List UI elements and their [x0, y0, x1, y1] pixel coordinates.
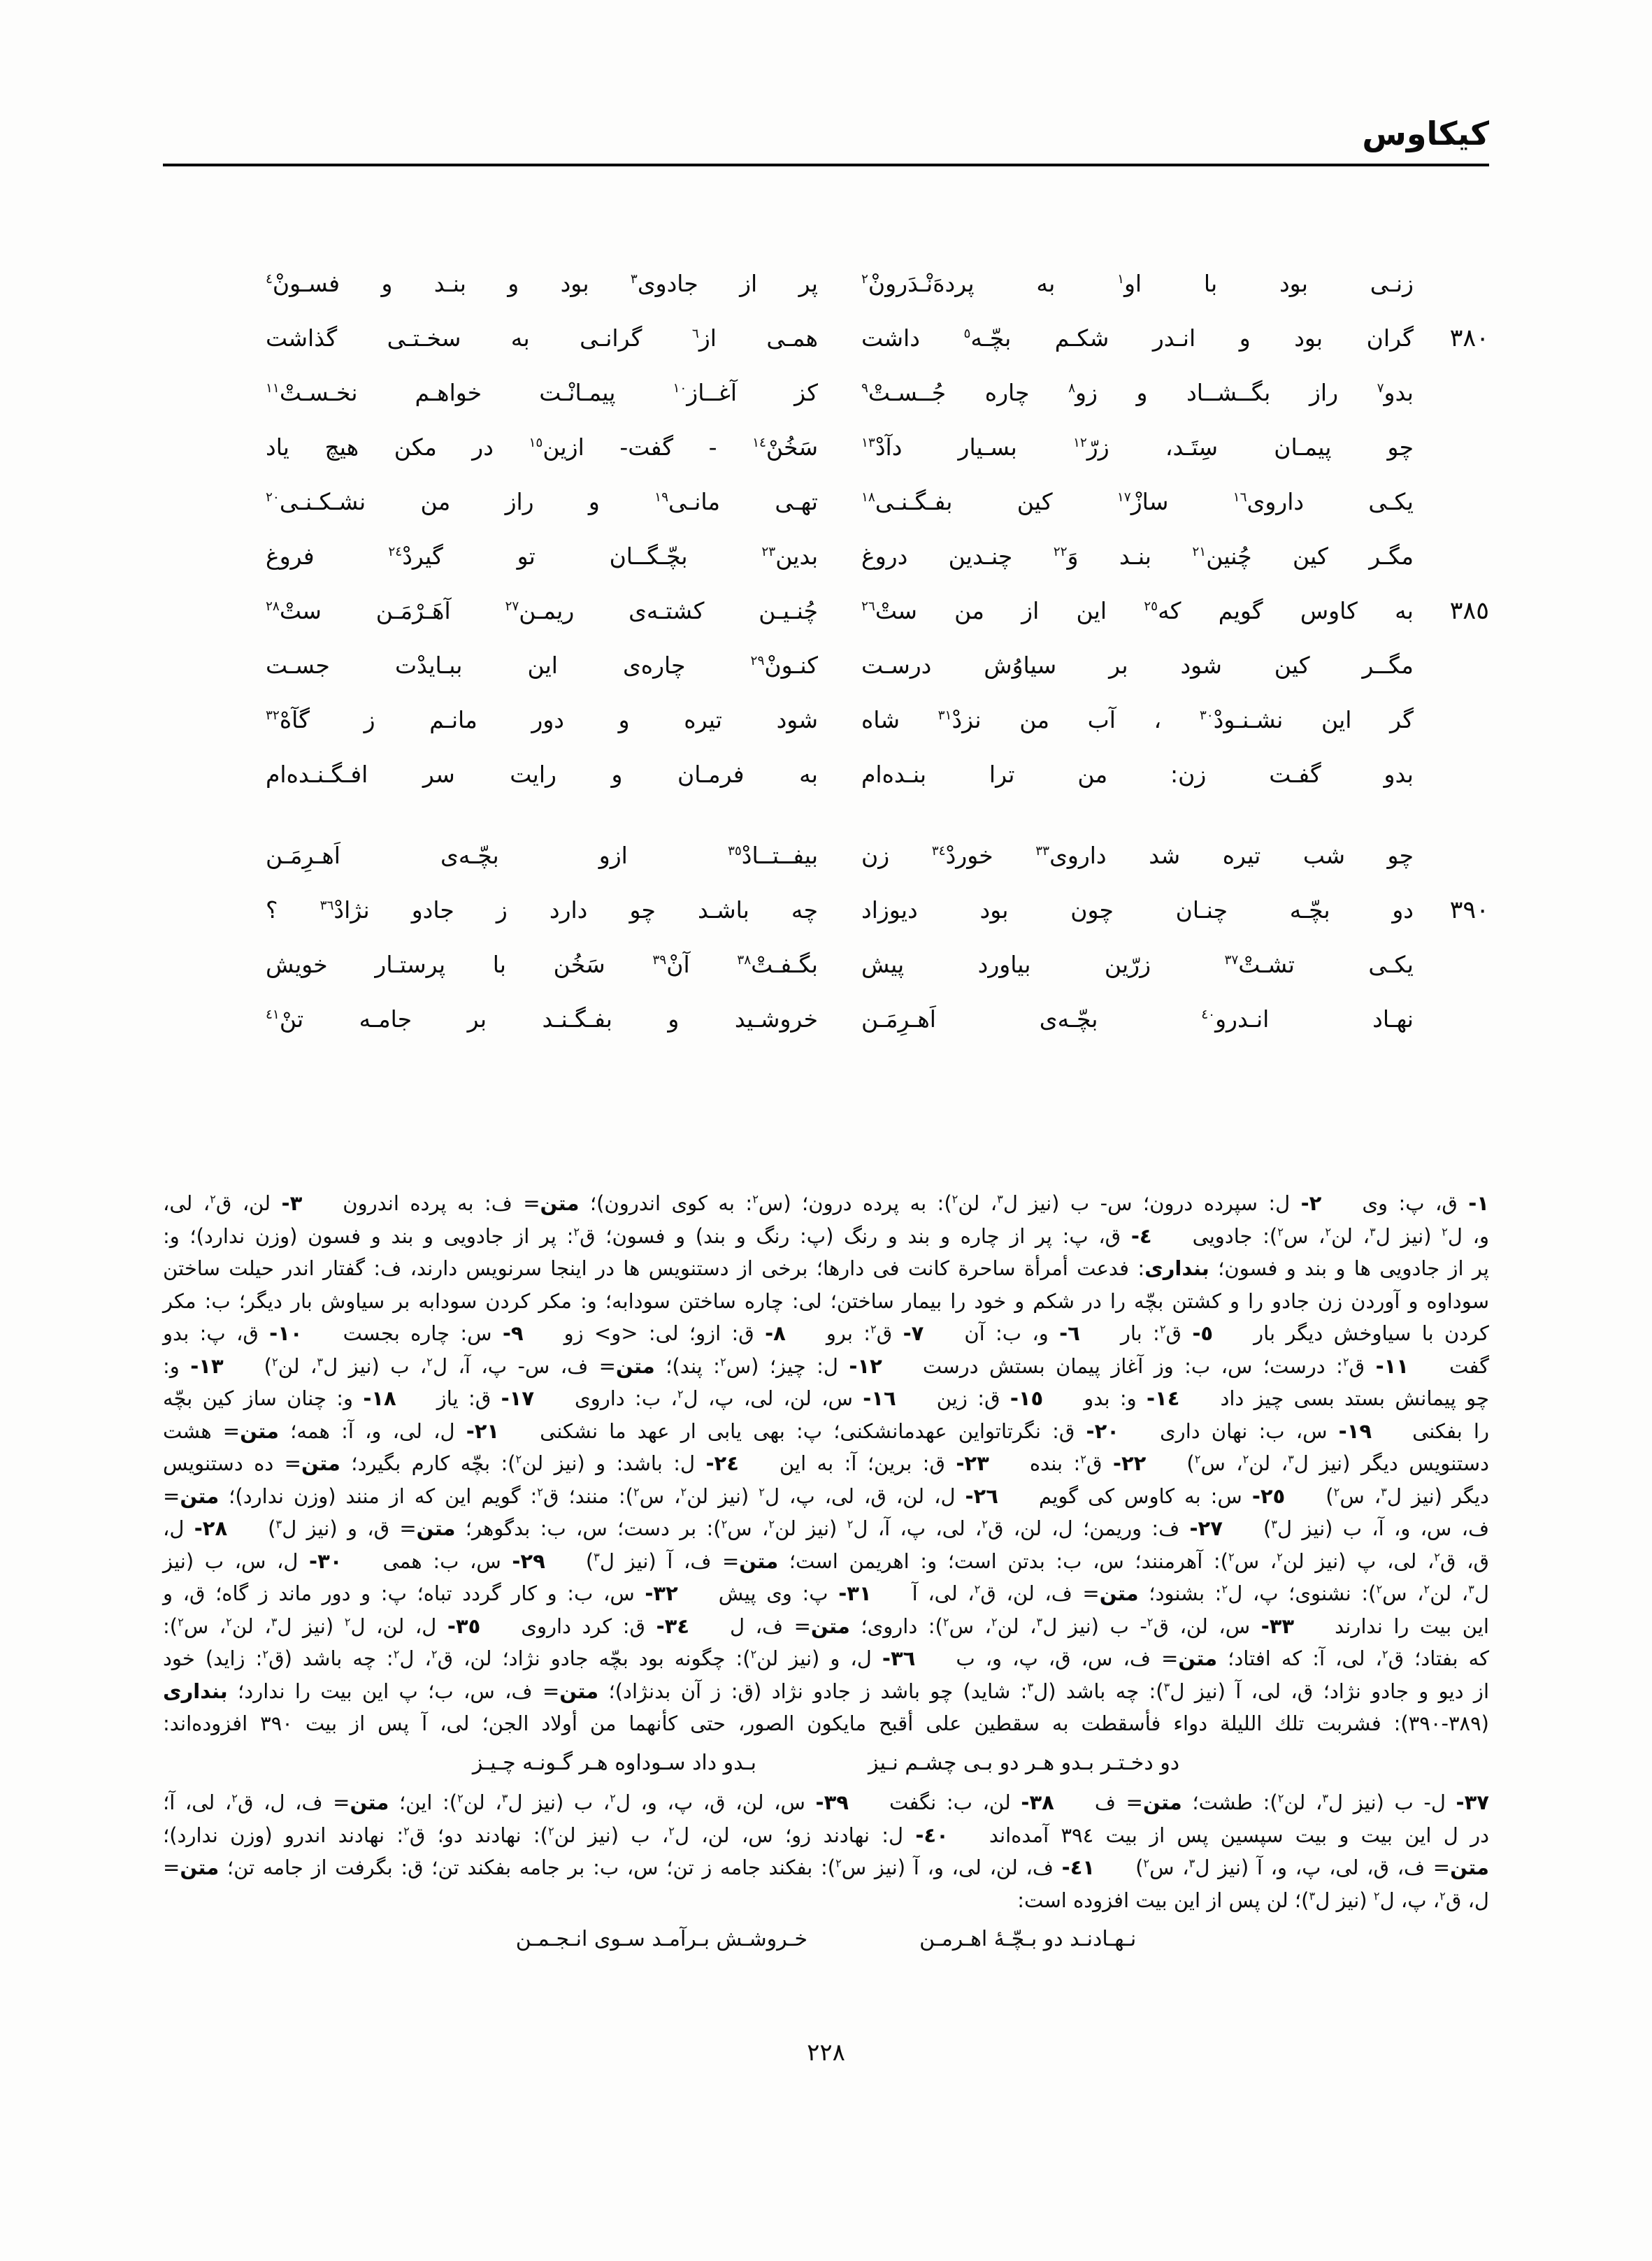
inserted-verse-couplet [163, 1747, 1489, 1780]
verse-row [163, 543, 1489, 597]
footnote-line: ١- ق، پ: وی ٢- ل: سپرده درون؛ س- ب (نیز ل$^٣$، لن$^٢$): به پرده درون؛ (س$^٢$: به کوی اندرون)؛ متن= ف: به پرده اندرون ٣- لن، ق$^٢$، لی، [163, 1191, 1489, 1215]
verse-row [163, 842, 1489, 896]
footnote-line: دیگر (نیز ل$^٣$، س$^٢$) ٢٥- س: به کاوس کی گویم ٢٦- ل، لن، ق، لی، پ، ل$^٢$ (نیز لن$^٢$، س$^٢$): منند؛ ق$^٢$: گویم این که از منند (وزن ندارد)؛ متن= [163, 1484, 1489, 1508]
footnote-line: در ل این بیت و بیت سپسین پس از بیت ٣٩٤ آمده‌اند ٤٠- ل: نهادند زو؛ س، لن، ل$^٢$، ب (نیز لن$^٢$): نهادند دو؛ ق$^٢$: نهادند اندرو (وزن ندارد)؛ [163, 1823, 1489, 1847]
verse-row [163, 652, 1489, 706]
verse-number: ٣٩٠ [1449, 896, 1489, 924]
inserted-hemistich-right: نـهـادنـد دو بـچّـهٔ اهـرمـن [919, 1927, 1137, 1951]
footnote-line: گفت ١١- ق$^٢$: درست؛ س، ب: وز آغاز پیمان بستش درست ١٢- ل: چیز؛ (س$^٢$: پند)؛ متن= ف، س- پ، آ، ل$^٢$، ب (نیز ل$^٣$، لن$^٢$) ١٣- و: [163, 1354, 1489, 1378]
hemistich-left: تهـی مانـی$^{١٩}$ و راز من نشـکـنـی$^{٢٠}$ [266, 488, 818, 515]
hemistich-right: مگـر کین چُنین$^{٢١}$ بنـد وَ$^{٢٢}$ چنـدین دروغ [861, 543, 1414, 570]
hemistich-left: شود تیره و دور مانـم ز گآهْ$^{٣٢}$ [266, 706, 818, 733]
hemistich-right: گر این نشـنـودْ$^{٣٠}$ ، آب من نزدْ$^{٣١}$ شاه [861, 706, 1414, 733]
verse-row [163, 1005, 1489, 1060]
verse-row [163, 761, 1489, 815]
hemistich-right: یکـی داروی$^{١٦}$ سازْ$^{١٧}$ کین بفـگـنـی$^{١٨}$ [861, 488, 1414, 515]
hemistich-left: به فرمـان و رایت سر افـگـنـده‌ام [266, 761, 818, 788]
footnote-line: پر از جادویی ها و بند و فسون؛ بنداری: فدعت أمرأة ساحرة کانت فی دارها؛ برخی از دستنویس ها در اینجا سرنویس دارند، ف: گفتار اندر حیلت ساختن [163, 1256, 1489, 1280]
footnote-line: متن= ف، ق، لی، پ، و، آ (نیز ل$^٣$، س$^٢$) ٤١- ف، لن، لی، و، آ (نیز س$^٢$): بفکند جامه ز تن؛ س، ب: بر جامه بفکند تن؛ ق: بگرفت از جامه تن؛ متن= [163, 1856, 1489, 1879]
hemistich-right: نهـاد انـدرو$^{٤٠}$ بچّـه‌ی اَهـرِمَـن [861, 1005, 1414, 1033]
footnote-line: این بیت را ندارند ٣٣- س، لن، ق$^٢$- ب (نیز ل$^٣$، لن$^٢$، س$^٢$): داروی؛ متن= ف، ل ٣٤- ق: کرد داروی ٣٥- ل، لن، ل$^٢$ (نیز ل$^٣$، لن$^٢$، س$^٢$): [163, 1614, 1489, 1638]
hemistich-left: کز آغــاز$^{١٠}$ پیمـانْـت خواهـم نخـسـتْ$^{١١}$ [266, 379, 818, 406]
verse-number: ٣٨٥ [1449, 597, 1489, 625]
verse-block [163, 270, 1489, 1060]
hemistich-left: بدین$^{٢٣}$ بچّـگــان تو گیردْ$^{٢٤}$ فروغ [266, 543, 818, 570]
hemistich-left: همـی از$^٦$ گرانـی به سخـتـی گذاشت [266, 324, 818, 352]
verse-row [163, 706, 1489, 761]
hemistich-right: دو بچّـه چنـان چون بود دیوزاد [861, 896, 1414, 924]
footnote-line: ٣٧- ل- ب (نیز ل$^٣$، لن$^٢$): طشت؛ متن= ف ٣٨- لن، ب: نگفت ٣٩- س، لن، ق، پ، و، ل$^٢$، ب (نیز ل$^٣$، لن$^٢$): این؛ متن= ف، ل، ق$^٢$، لی، آ؛ [163, 1790, 1489, 1814]
footnote-line: از دیو و جادو نژاد؛ ق، لی، آ (نیز ل$^٣$): چه باشد (ل$^٣$: شاید) چو باشد ز جادو نژاد (ق: ز آن بدنژاد)؛ متن= ف، س، ب؛ پ این بیت را ندارد؛ بنداری [163, 1679, 1489, 1703]
header-rule [163, 164, 1489, 166]
footnote-line: کردن با سیاوخش دیگر بار ٥- ق$^٢$: بار ٦- و، ب: آن ٧- ق$^٢$: برو ٨- ق: ازو؛ لی: <و> زو ٩- س: چاره بجست ١٠- ق، پ: بدو [163, 1321, 1489, 1345]
footnote-line: چو پیمانش بستد بسی چیز داد ١٤- و: بدو ١٥- ق: زین ١٦- س، لن، لی، پ، ل$^٢$، ب: داروی ١٧- ق: یاز ١٨- و: چنان ساز کین بچّه [163, 1386, 1490, 1410]
hemistich-right: چو شب تیره شد داروی$^{٣٣}$ خوردْ$^{٣٤}$ زن [861, 842, 1414, 869]
hemistich-left: چه باشـد چو دارد ز جادو نژادْ$^{٣٦}$ ؟ [266, 896, 818, 924]
inserted-hemistich-left: خـروشـش بـرآمـد سـوی انـجـمـن [515, 1927, 808, 1951]
page-title: کیکاوس [1362, 115, 1489, 152]
hemistich-left: بگـفـتْ$^{٣٨}$ آنْ$^{٣٩}$ سَخُن با پرستـار خویش [266, 951, 818, 978]
hemistich-left: بیفــتــادْ$^{٣٥}$ ازو بچّـه‌ی اَهـرِمَـن [266, 842, 818, 869]
hemistich-right: مگــر کین شود بر سیاوُش درسـت [861, 652, 1414, 679]
hemistich-right: به کاوس گویم که$^{٢٥}$ این از من ستْ$^{٢٦}$ [861, 597, 1414, 624]
footnote-line: سوداوه و آوردن زن جادو را و کشتن بچّه را در شکم و خود را بیمار ساختن؛ لی: چاره ساختن سودابه؛ و: مکر کردن سودابه بر سیاوش بار دیگر؛ ب: مکر [163, 1289, 1489, 1313]
verse-row [163, 433, 1489, 488]
critical-apparatus [163, 1187, 1489, 1956]
hemistich-right: یکـی تشـتْ$^{٣٧}$ زرّین بیاورد پیش [861, 951, 1414, 978]
footnote-line: را بفکنی ١٩- س، ب: نهان داری ٢٠- ق: نگرتاتواین عهدمانشکنی؛ پ: بهی یابی ار عهد ما نشکنی ٢١- ل، لی، و، آ: همه؛ متن= هشت [163, 1419, 1489, 1443]
hemistich-left: کنـونْ$^{٢٩}$ چاره‌ی این ببـایدْت جسـت [266, 652, 818, 679]
verse-row [163, 270, 1489, 324]
hemistich-right: زنـی بود با او$^١$ به پردهَ‌نْـدَرونْ$^٢$ [861, 270, 1414, 297]
hemistich-left: پر از جادوی$^٣$ بود و بنـد و فسـونْ$^٤$ [266, 270, 818, 297]
hemistich-right: بدو گفـت زن: من ترا بنـده‌ام [861, 761, 1414, 788]
page-number: ٢٢٨ [807, 2038, 845, 2067]
inserted-hemistich-left: بـدو داد سـوداوه هـر گـونـه چـیـز [472, 1750, 757, 1775]
verse-row [163, 597, 1489, 652]
verse-row [163, 488, 1489, 543]
footnote-line: (٣٨٩-٣٩٠): فشربت تلك اللیلة دواء فأسقطت به سقطین علی أقبح مایکون الصور، حتی کأنهما من أولاد الجن؛ لی، آ پس از بیت ٣٩٠ افزوده‌اند: [163, 1711, 1489, 1735]
verse-row [163, 951, 1489, 1005]
footnote-line: ق، ق$^٢$، لی، پ (نیز لن$^٢$، س$^٢$): آهرمنند؛ س، ب: بدتن است؛ و: اهریمن است؛ متن= ف، آ (نیز ل$^٣$) ٢٩- س، ب: همی ٣٠- ل، س، ب (نیز [163, 1549, 1489, 1573]
footnote-line: و، ل$^٢$ (نیز ل$^٣$، لن$^٢$، س$^٢$): جادویی ٤- ق، پ: پر از چاره و بند و رنگ (پ: رنگ و بند) و فسون؛ ق$^٢$: پر از جادویی و بند و فسون (وزن ندارد)؛ و: [163, 1223, 1489, 1248]
verse-row [163, 324, 1489, 379]
footnote-line: که بفتاد؛ ق$^٢$، لی، آ: که افتاد؛ متن= ف، س، ق، پ، و، ب ٣٦- ل، و (نیز لن$^٢$): چگونه بود بچّه جادو نژاد؛ لن، ق$^٢$، ل$^٢$: چه باشد (ق$^٢$: زاید) خود [163, 1646, 1489, 1670]
verse-number: ٣٨٠ [1449, 324, 1489, 352]
footnote-line: ل، ق$^٢$، پ، ل$^٢$ (نیز ل$^٣$)؛ لن پس از این بیت افزوده است: [1017, 1888, 1489, 1912]
verse-row [163, 379, 1489, 433]
hemistich-left: چُنـیـن کشتـه‌ی ریمـن$^{٢٧}$ آهَـرْمَـن ستْ$^{٢٨}$ [266, 597, 818, 624]
hemistich-right: گران بود و انـدر شکـم بچّـه$^٥$ داشت [861, 324, 1414, 352]
hemistich-left: سَخُنْ$^{١٤}$ - گفت- ازین$^{١٥}$ در مکن هیچ یاد [266, 433, 818, 461]
hemistich-right: بدو$^٧$ راز بگــشــاد و زو$^٨$ چاره جُــسـتْ$^٩$ [861, 379, 1414, 406]
hemistich-right: چو پیمـان سِتَـد، زرّ$^{١٢}$ بسـیار دآدْ$^{١٣}$ [861, 433, 1414, 461]
footnote-line: دستنویس دیگر (نیز ل$^٣$، لن$^٢$، س$^٢$) ٢٢- ق$^٢$: بنده ٢٣- ق: برین؛ آ: به این ٢٤- ل: باشد: و (نیز لن$^٢$): بچّه کارم بگیرد؛ متن= ده دستنویس [163, 1451, 1489, 1475]
verse-row [163, 896, 1489, 951]
inserted-verse-couplet [163, 1923, 1489, 1956]
hemistich-left: خروشـید و بفـگـنـد بر جامـه تنْ$^{٤١}$ [266, 1005, 818, 1033]
footnote-line: ل$^٣$، لن$^٢$، س$^٢$): نشنوی؛ پ، ل$^٢$: بشنود؛ متن= ف، لن، ق$^٢$، لی، آ ٣١- پ: وی پیش ٣٢- س، ب: و کار گردد تباه؛ پ: و دور ماند ز گاه؛ ق، و [163, 1581, 1489, 1605]
footnote-line: ف، س، و، آ، ب (نیز ل$^٣$) ٢٧- ف: وریمن؛ ل، لن، ق$^٢$، لی، پ، آ، ل$^٢$ (نیز لن$^٢$، س$^٢$): بر دست؛ س، ب: بدگوهر؛ متن= ق، و (نیز ل$^٣$) ٢٨- ل، [163, 1516, 1490, 1540]
inserted-hemistich-right: دو دخـتـر بـدو هـر دو بـی چشـم نـیز [868, 1750, 1180, 1775]
